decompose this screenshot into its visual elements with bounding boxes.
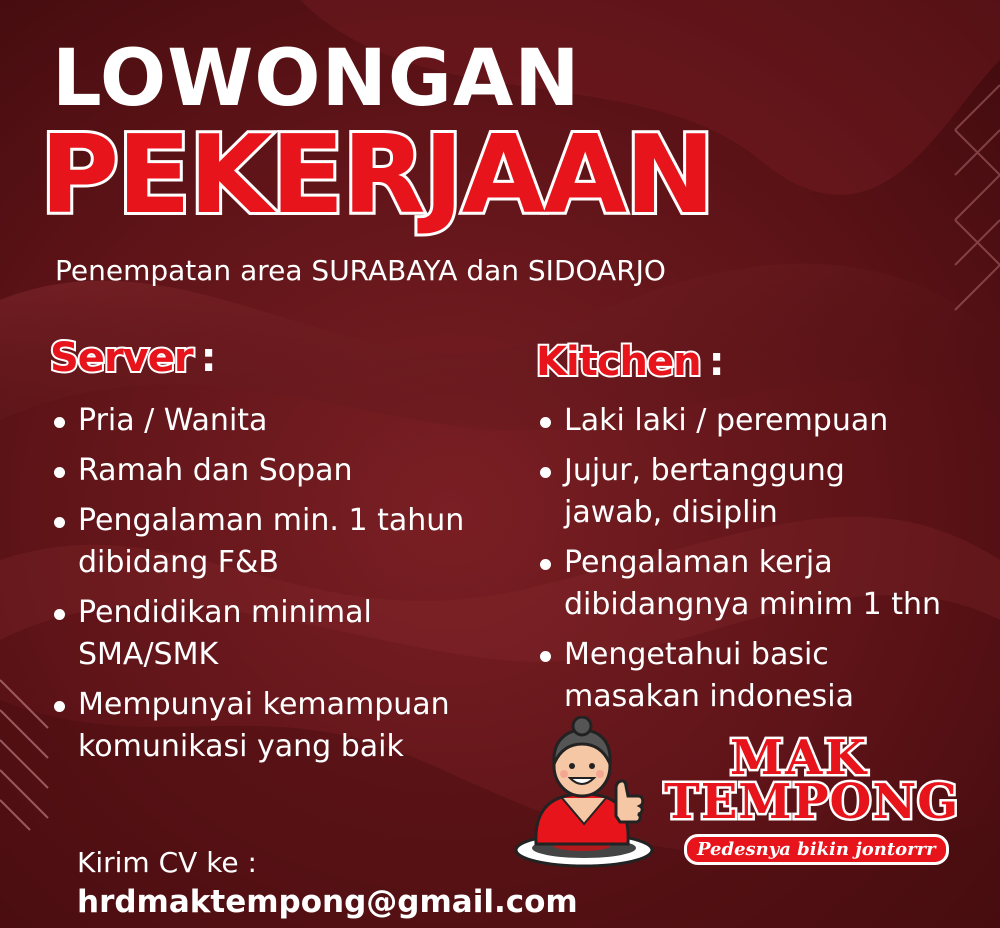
list-item: Pengalaman min. 1 tahun dibidang F&B [50, 500, 488, 584]
headline-pekerjaan: PEKERJAAN [40, 113, 714, 238]
brand-tagline: Pedesnya bikin jontorrr [684, 834, 949, 865]
server-requirements [50, 400, 500, 768]
list-item: Jujur, bertanggung jawab, disiplin [536, 450, 904, 534]
headline-lowongan: LOWONGAN [52, 34, 581, 124]
list-item: Laki laki / perempuan [536, 400, 976, 442]
list-item: Pengalaman kerja dibidangnya minim 1 thn [536, 542, 984, 626]
brand-name-tempong: TEMPONG [664, 774, 960, 830]
send-cv-label: Kirim CV ke : [77, 846, 257, 879]
server-title [50, 335, 500, 381]
kitchen-title-text: Kitchen [536, 339, 701, 385]
list-item: Pria / Wanita [50, 400, 500, 442]
woman-thumbs-up-mascot-icon [512, 716, 662, 872]
kitchen-title [536, 339, 976, 385]
list-item: Pendidikan minimal SMA/SMK [50, 592, 438, 676]
server-section [50, 335, 500, 776]
list-item: Mengetahui basic masakan indonesia [536, 634, 904, 718]
server-title-text: Server [50, 335, 193, 381]
brand-name-mak: MAK [730, 730, 869, 786]
kitchen-requirements [536, 400, 976, 718]
hr-email: hrdmaktempong@gmail.com [77, 884, 578, 920]
server-title-colon: : [200, 335, 216, 381]
kitchen-section [536, 339, 976, 726]
placement-subtitle: Penempatan area SURABAYA dan SIDOARJO [55, 254, 666, 287]
list-item: Ramah dan Sopan [50, 450, 500, 492]
kitchen-title-colon: : [708, 339, 724, 385]
list-item: Mempunyai kemampuan komunikasi yang baik [50, 684, 488, 768]
